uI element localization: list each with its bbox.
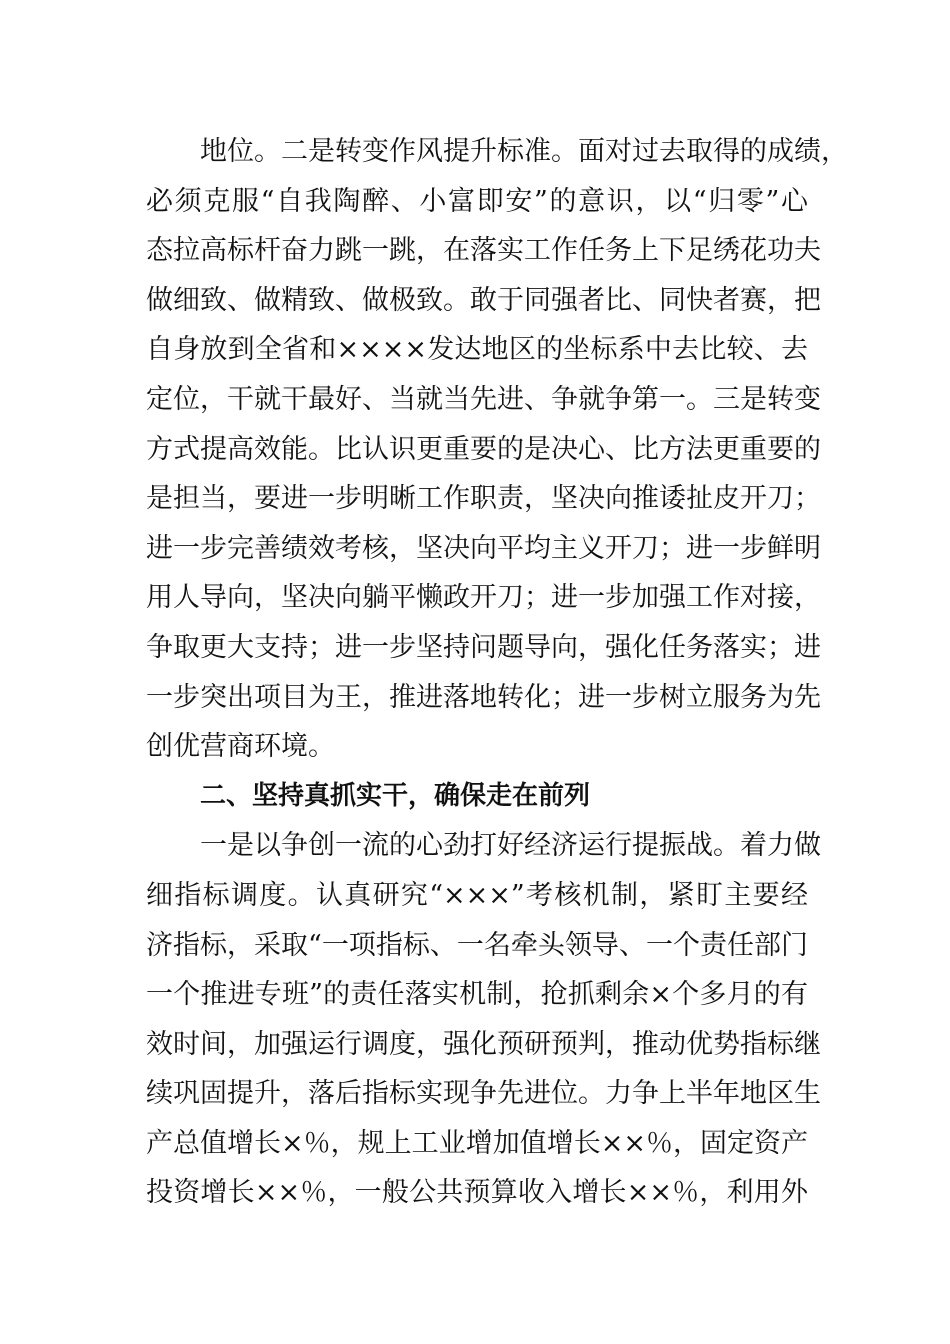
- paragraph-line: 做细致、做精致、做极致。敢于同强者比、同快者赛，把: [146, 284, 821, 316]
- paragraph-line: 自身放到全省和××××发达地区的坐标系中去比较、去: [146, 334, 808, 366]
- paragraph-line: 一步突出项目为王，推进落地转化；进一步树立服务为先: [146, 681, 821, 713]
- paragraph-line: 方式提高效能。比认识更重要的是决心、比方法更重要的: [146, 433, 821, 465]
- paragraph-line: 一个推进专班”的责任落实机制，抢抓剩余×个多月的有: [146, 979, 808, 1011]
- paragraph-line: 细指标调度。认真研究“×××”考核机制，紧盯主要经: [146, 879, 808, 911]
- paragraph-line: 态拉高标杆奋力跳一跳，在落实工作任务上下足绣花功夫: [146, 235, 821, 267]
- paragraph-line: 定位，干就干最好、当就当先进、争就争第一。三是转变: [146, 383, 821, 415]
- paragraph-line: 争取更大支持；进一步坚持问题导向，强化任务落实；进: [146, 631, 821, 663]
- paragraph-line: 济指标，采取“一项指标、一名牵头领导、一个责任部门: [146, 929, 808, 961]
- paragraph-line: 进一步完善绩效考核，坚决向平均主义开刀；进一步鲜明: [146, 532, 821, 564]
- paragraph-line: 创优营商环境。: [146, 731, 335, 763]
- paragraph-line: 效时间，加强运行调度，强化预研预判，推动优势指标继: [146, 1028, 821, 1060]
- paragraph-line: 续巩固提升，落后指标实现争先进位。力争上半年地区生: [146, 1078, 821, 1110]
- paragraph-line: 一是以争创一流的心劲打好经济运行提振战。着力做: [200, 830, 821, 862]
- paragraph-line: 产总值增长×％，规上工业增加值增长××％，固定资产: [146, 1127, 808, 1159]
- section-heading: 二、坚持真抓实干，确保走在前列: [200, 780, 591, 811]
- paragraph-line: 是担当，要进一步明晰工作职责，坚决向推诿扯皮开刀；: [146, 483, 821, 515]
- paragraph-line: 投资增长××％，一般公共预算收入增长××％，利用外: [146, 1177, 808, 1209]
- paragraph-line: 用人导向，坚决向躺平懒政开刀；进一步加强工作对接，: [146, 582, 821, 614]
- document-body: [146, 127, 848, 1218]
- paragraph-line: 地位。二是转变作风提升标准。面对过去取得的成绩，: [200, 136, 848, 167]
- paragraph-line: 必须克服“自我陶醉、小富即安”的意识，以“归零”心: [146, 185, 808, 217]
